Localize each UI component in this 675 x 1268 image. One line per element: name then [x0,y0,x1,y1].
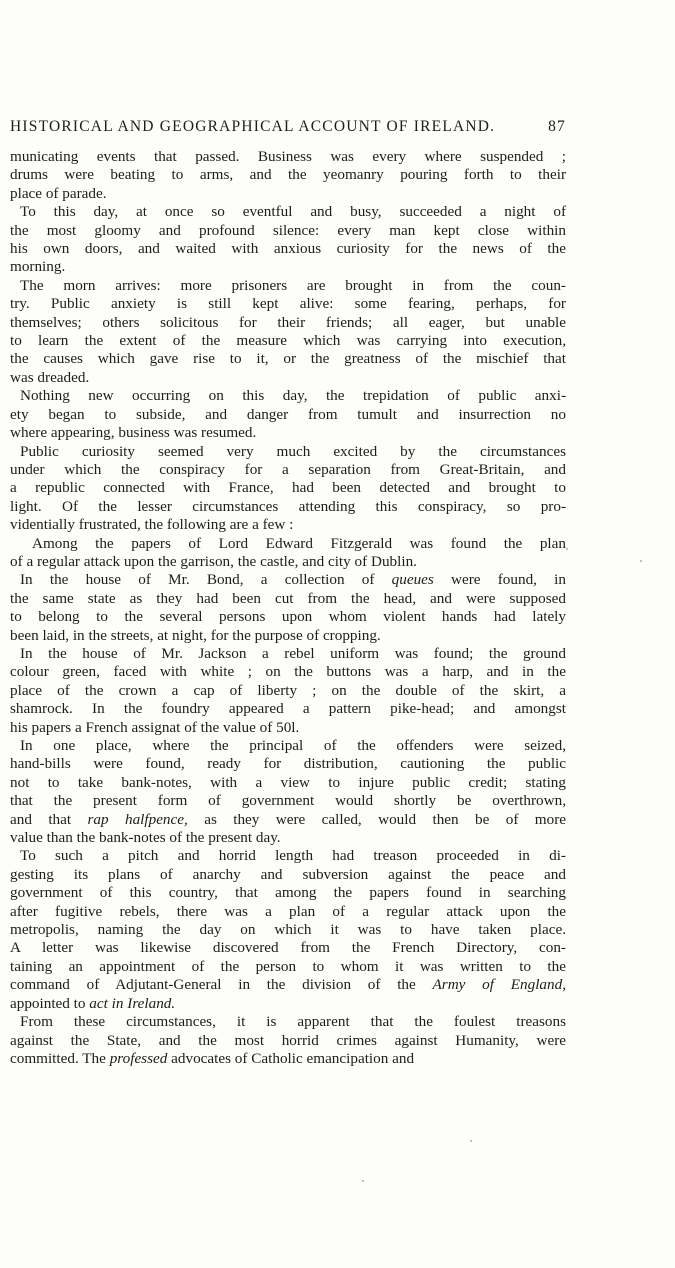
running-title: HISTORICAL AND GEOGRAPHICAL ACCOUNT OF IRELAND. [10,118,496,135]
text-line [10,314,566,332]
text-line [10,811,566,829]
text-line [10,939,566,957]
text-line [10,240,566,258]
text-line [10,553,566,571]
print-speck [470,1140,472,1142]
line-text: try. Public anxiety is still kept alive: some fearing, perhaps, for [10,295,566,313]
text-line [10,1013,566,1031]
text-line [10,406,566,424]
line-text: command of Adjutant-General in the division of the [10,976,433,994]
line-text: the same state as they had been cut from the head, and were supposed [10,589,566,607]
text-line [10,829,566,847]
text-line [10,995,566,1013]
line-text: advocates of Catholic emancipation and [167,1049,415,1067]
text-line [10,258,566,276]
line-text: place of parade. [10,184,107,202]
line-text: morning. [10,258,66,276]
text-line [10,663,566,681]
text-line [10,1050,566,1068]
line-text: ety began to subside, and danger from tumult and insurrection no [10,405,566,423]
body-text [10,148,566,1068]
text-line [10,719,566,737]
line-text: the causes which gave rise to it, or the greatness of the mischief that [10,350,566,368]
line-text: as they were called, would then be of more [187,810,566,828]
line-text: drums were beating to arms, and the yeomanry pouring forth to their [10,166,566,184]
text-line [10,479,566,497]
line-text: place of the crown a cap of liberty ; on the double of the skirt, a [10,681,566,699]
text-line [10,387,566,405]
text-line [10,516,566,534]
line-text: municating events that passed. Business was every where suspended ; [10,148,566,165]
italic-text: act in Ireland. [89,994,176,1012]
text-line [10,222,566,240]
line-text: In one place, where the principal of the offenders were seized, [20,737,566,754]
text-line [10,921,566,939]
text-line [10,958,566,976]
line-text: after fugitive rebels, there was a plan of a regular attack upon the [10,902,566,920]
line-text: and that [10,810,88,828]
line-text: A letter was likewise discovered from the French Directory, con- [10,939,566,957]
running-header [10,118,566,136]
line-text: hand-bills were found, ready for distribution, cautioning the public [10,755,566,773]
line-text: To such a pitch and horrid length had treason proceeded in di- [20,847,566,865]
line-text: that the present form of government would shortly be overthrown, [10,792,566,810]
text-line [10,185,566,203]
line-text: a republic connected with France, had been detected and brought to [10,479,566,497]
text-line [10,884,566,902]
line-text: under which the conspiracy for a separation from Great-Britain, and [10,460,566,478]
line-text: gesting its plans of anarchy and subversion against the peace and [10,865,566,883]
text-line [10,976,566,994]
line-text: of a regular attack upon the garrison, the castle, and city of Dublin. [10,552,417,570]
text-line [10,737,566,755]
line-text: metropolis, naming the day on which it was to have taken place. [10,921,566,939]
line-text: In the house of Mr. Jackson a rebel uniform was found; the ground [20,644,566,662]
line-text: was dreaded. [10,368,90,386]
text-line [10,424,566,442]
print-speck [566,548,568,550]
line-text: where appearing, business was resumed. [10,424,257,442]
line-text: themselves; others solicitous for their friends; all eager, but unable [10,313,566,331]
italic-text: queues [391,571,434,589]
text-line [10,608,566,626]
text-line [10,792,566,810]
line-text: shamrock. In the foundry appeared a pattern pike-head; and amongst [10,700,566,718]
italic-text: Army of England, [432,976,566,994]
text-line [10,203,566,221]
line-text: videntially frustrated, the following are a few : [10,516,294,534]
text-line [10,903,566,921]
line-text: Among the papers of Lord Edward Fitzgerald was found the plan [32,534,566,552]
line-text: were found, in [433,571,566,589]
text-line [10,277,566,295]
line-text: to belong to the several persons upon whom violent hands had lately [10,608,566,626]
line-text: his own doors, and waited with anxious curiosity for the news of the [10,240,566,258]
page-number: 87 [548,118,566,135]
text-line [10,590,566,608]
line-text: light. Of the lesser circumstances attending this conspiracy, so pro- [10,497,566,515]
line-text: To this day, at once so eventful and busy, succeeded a night of [20,203,566,221]
italic-text: rap halfpence, [87,810,188,828]
text-line [10,1032,566,1050]
line-text: the most gloomy and profound silence: every man kept close within [10,221,566,239]
line-text: value than the bank-notes of the present day. [10,829,281,847]
text-line [10,295,566,313]
line-text: The morn arrives: more prisoners are brought in from the coun- [20,276,566,294]
text-line [10,166,566,184]
text-line [10,498,566,516]
italic-text: professed [109,1049,168,1067]
text-line [10,369,566,387]
line-text: his papers a French assignat of the value of 50l. [10,718,300,736]
line-text: been laid, in the streets, at night, for the purpose of cropping. [10,626,381,644]
text-line [10,755,566,773]
text-line [10,332,566,350]
text-line [10,700,566,718]
line-text: taining an appointment of the person to whom it was written to the [10,957,566,975]
line-text: appointed to [10,994,90,1012]
text-line [10,627,566,645]
line-text: Nothing new occurring on this day, the trepidation of public anxi- [20,387,566,405]
text-line [10,682,566,700]
text-line [10,774,566,792]
text-line [10,350,566,368]
text-line [10,461,566,479]
line-text: to learn the extent of the measure which was carrying into execution, [10,332,566,350]
line-text: not to take bank-notes, with a view to injure public credit; stating [10,773,566,791]
text-line [10,148,566,166]
line-text: Public curiosity seemed very much excited by the circumstances [20,442,566,460]
text-line [10,866,566,884]
line-text: government of this country, that among the papers found in searching [10,884,566,902]
text-line [10,571,566,589]
text-line [10,535,566,553]
text-line [10,847,566,865]
text-line [10,645,566,663]
text-line [10,443,566,461]
print-speck [640,560,642,562]
line-text: In the house of Mr. Bond, a collection of [20,571,392,589]
line-text: against the State, and the most horrid crimes against Humanity, were [10,1031,566,1049]
line-text: colour green, faced with white ; on the buttons was a harp, and in the [10,663,566,681]
line-text: From these circumstances, it is apparent that the foulest treasons [20,1013,566,1031]
line-text: committed. The [10,1049,110,1067]
print-speck [362,1180,364,1182]
